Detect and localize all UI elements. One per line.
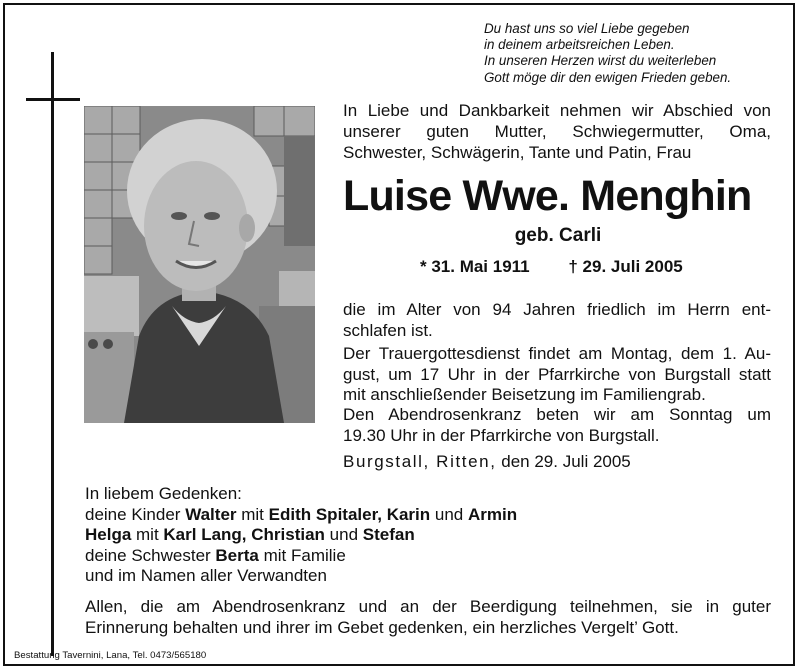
mourners-line: und im Namen aller Verwandten [85,566,327,585]
thanks-text [85,596,771,638]
paragraph-line: schlafen ist. [343,320,433,340]
mourners-line: deine Kinder Walter mit Edith Spitaler, Karin und Armin [85,504,518,524]
intro-text [343,100,771,163]
intro-line: unserer guten Mutter, Schwiegermutter, Oma, [343,122,771,141]
birth-date: * 31. Mai 1911 [420,257,530,276]
life-dates [420,256,683,278]
mourners-heading: In liebem Gedenken: [85,484,242,503]
undertaker-info: Bestattung Tavernini, Lana, Tel. 0473/565180 [14,650,207,661]
death-date: † 29. Juli 2005 [568,257,683,276]
paragraph-line: 19.30 Uhr in der Pfarrkirche von Burgstall. [343,425,660,445]
portrait-photo [84,106,315,423]
place-and-date [343,451,631,472]
poem-line: Du hast uns so viel Liebe gegeben [484,21,690,36]
paragraph-line: Den Abendrosenkranz beten wir am Sonntag um [343,405,771,424]
cross-icon-vertical [51,52,54,656]
rosary-paragraph [343,405,771,446]
intro-line: In Liebe und Dankbarkeit nehmen wir Abschied von [343,101,771,120]
place-name: Burgstall, Ritten, [343,452,497,471]
paragraph-line: die im Alter von 94 Jahren friedlich im Herrn ent- [343,300,771,319]
deceased-name: Luise Wwe. Menghin [343,172,752,220]
mourners-list [85,484,645,587]
intro-line: Schwester, Schwägerin, Tante und Patin, Frau [343,143,692,162]
mourners-line: deine Schwester Berta mit Familie [85,545,346,565]
notice-date: den 29. Juli 2005 [501,452,631,471]
poem-line: In unseren Herzen wirst du weiterleben [484,53,717,69]
maiden-name: geb. Carli [514,225,602,246]
paragraph-line: gust, um 17 Uhr in der Pfarrkirche von Burgstall statt [343,364,771,384]
death-paragraph [343,300,771,341]
paragraph-line: mit anschließender Beisetzung im Familiengrab. [343,385,706,404]
memorial-poem [484,21,784,86]
cross-icon-horizontal [26,98,80,101]
thanks-line: Allen, die am Abendrosenkranz und an der Beerdigung teilnehmen, sie in guter [85,597,771,616]
paragraph-line: Der Trauergottesdienst findet am Montag, dem 1. Au- [343,344,771,363]
poem-line: Gott möge dir den ewigen Frieden geben. [484,69,732,85]
poem-line: in deinem arbeitsreichen Leben. [484,37,675,53]
funeral-paragraph [343,344,771,406]
mourners-line: Helga mit Karl Lang, Christian und Stefan [85,525,415,544]
thanks-line: Erinnerung behalten und ihrer im Gebet gedenken, ein herzliches Vergelt’ Gott. [85,618,679,637]
